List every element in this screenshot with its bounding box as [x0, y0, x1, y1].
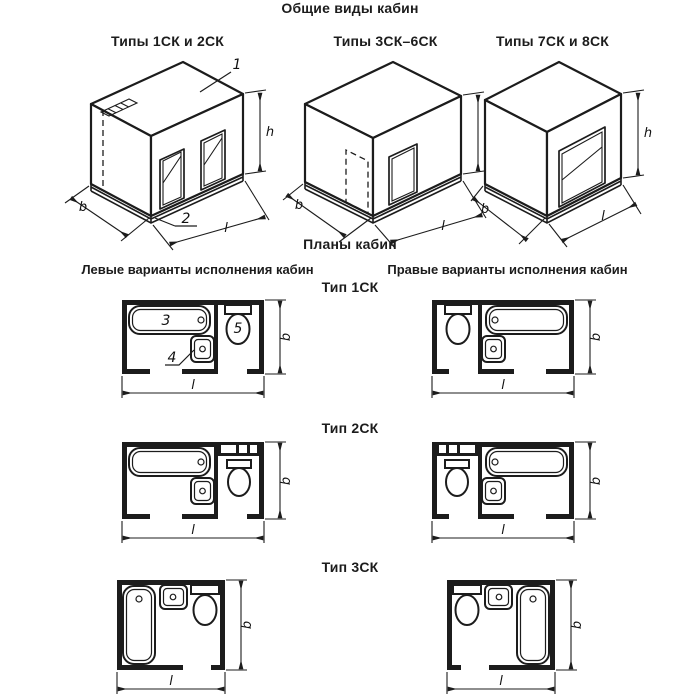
dim-l-label: l	[441, 219, 445, 234]
dim-h-label: h	[643, 126, 653, 141]
plan-1ck-right	[418, 292, 613, 404]
svg-text:b: b	[240, 620, 255, 630]
door-opening-1	[160, 149, 184, 209]
iso-caption-7ck-8ck: Типы 7СК и 8СК	[496, 33, 609, 49]
iso-caption-3ck-6ck: Типы 3СК–6СК	[333, 33, 438, 49]
plan-1ck-left	[108, 292, 303, 404]
dim-b-label: b	[78, 200, 88, 215]
svg-text:b: b	[589, 332, 604, 342]
dim-b	[575, 300, 604, 374]
iso-view-7ck-8ck	[471, 52, 651, 252]
callout-2-label: 2	[181, 211, 191, 227]
svg-text:4: 4	[167, 350, 177, 366]
left-variants-header: Левые варианты исполнения кабин	[81, 262, 314, 277]
plan-2ck-left	[108, 434, 303, 549]
plan-3ck-right	[435, 572, 600, 697]
dim-l	[122, 376, 264, 398]
svg-text:b: b	[279, 332, 294, 342]
plan-2ck-right	[418, 434, 613, 549]
right-variants-header: Правые варианты исполнения кабин	[387, 262, 628, 277]
dim-l	[447, 672, 555, 694]
svg-text:l: l	[501, 378, 505, 393]
door-opening-2	[201, 130, 225, 190]
callout-1-label: 1	[232, 57, 242, 73]
dim-h	[245, 90, 274, 174]
dim-l	[117, 672, 225, 694]
row-title-1ck: Тип 1СК	[321, 279, 379, 295]
callout-toilet: 5	[233, 321, 243, 337]
callout-bathtub: 3	[161, 313, 171, 329]
iso-caption-1ck-2ck: Типы 1СК и 2СК	[111, 33, 224, 49]
svg-text:l: l	[169, 674, 173, 689]
iso-view-3ck-6ck	[283, 52, 488, 252]
dim-l	[432, 376, 574, 398]
dim-b-label: b	[480, 202, 490, 217]
dim-b-label: b	[294, 198, 304, 213]
svg-text:l: l	[499, 674, 503, 689]
svg-text:l: l	[501, 523, 505, 538]
row-title-3ck: Тип 3СК	[321, 559, 379, 575]
dim-b	[575, 442, 604, 519]
dim-l-label: l	[601, 209, 605, 224]
dim-h-label: h	[265, 125, 275, 140]
dim-b	[226, 580, 255, 670]
svg-text:l: l	[191, 523, 195, 538]
dim-l	[122, 521, 264, 543]
dim-b	[265, 442, 294, 519]
svg-text:b: b	[570, 620, 585, 630]
dim-h	[623, 90, 652, 178]
dim-l	[432, 521, 574, 543]
dim-b	[265, 300, 294, 374]
dim-l-label: l	[224, 221, 228, 236]
svg-text:b: b	[589, 476, 604, 486]
callout-washbasin	[165, 350, 194, 366]
row-title-2ck: Тип 2СК	[321, 420, 379, 436]
plans-title: Планы кабин	[303, 236, 397, 252]
dim-b	[556, 580, 585, 670]
svg-text:b: b	[279, 476, 294, 486]
general-views-title: Общие виды кабин	[281, 0, 419, 16]
iso-view-1ck-2ck	[63, 52, 283, 252]
plan-3ck-left	[105, 572, 270, 697]
svg-text:l: l	[191, 378, 195, 393]
